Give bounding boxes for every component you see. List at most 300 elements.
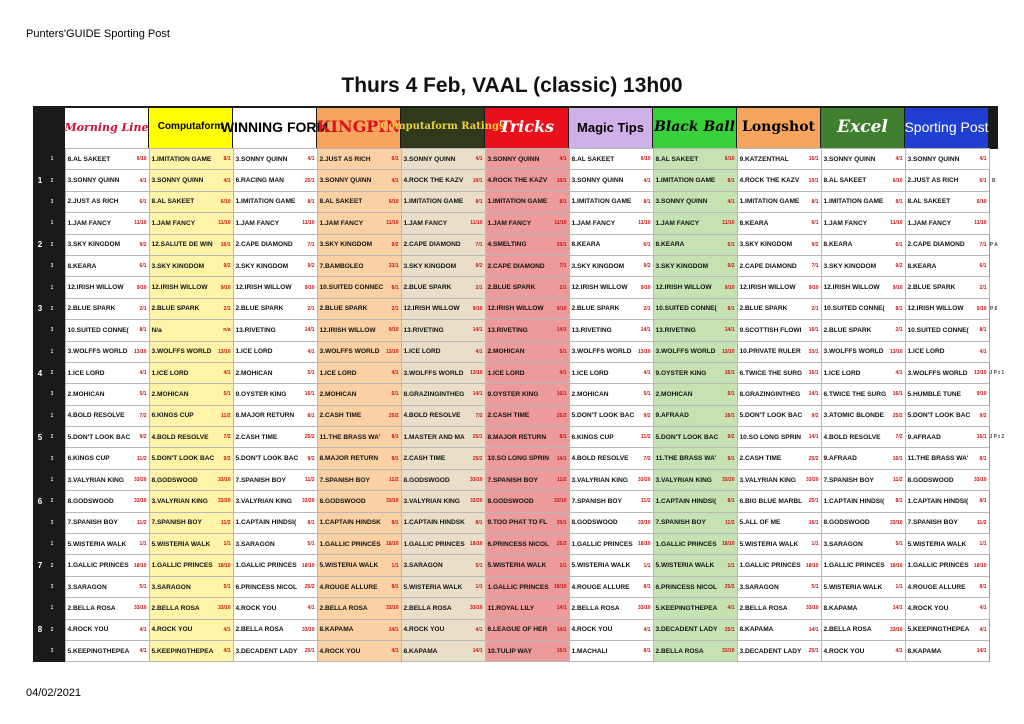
odds: 1/1 xyxy=(979,541,987,548)
header-label-winning-form: WINNING FORM xyxy=(220,119,329,136)
odds: 6/1 xyxy=(727,241,735,248)
horse-name: 1.CAPTAIN HINDSK xyxy=(403,519,465,527)
horse-name: 2.CASH TIME xyxy=(235,433,278,441)
tip-cell xyxy=(149,555,233,576)
race-number: 6 xyxy=(33,469,47,533)
odds: 4/1 xyxy=(979,605,987,612)
tip-cell xyxy=(401,255,485,276)
horse-name: 1.JAM FANCY xyxy=(823,219,868,227)
tip-cell xyxy=(653,149,737,170)
tip-cell xyxy=(569,512,653,533)
tip-cell xyxy=(569,598,653,619)
table-row xyxy=(33,491,998,512)
tip-cell xyxy=(65,170,149,191)
odds: 33/20 xyxy=(721,477,735,484)
horse-name: 3.WOLFFS WORLD xyxy=(907,369,968,377)
odds: 4/1 xyxy=(223,177,231,184)
row-gap xyxy=(57,640,65,661)
tip-cell xyxy=(653,298,737,319)
odds: 6/10 xyxy=(976,198,987,205)
horse-name: 5.WISTERIA WALK xyxy=(151,540,211,548)
horse-name: 3.SKY KINGDOM xyxy=(319,241,373,249)
row-gap xyxy=(57,234,65,255)
tip-cell xyxy=(317,405,401,426)
horse-name: 1.ICE LORD xyxy=(571,369,609,377)
odds: 14/1 xyxy=(556,626,567,633)
tip-cell xyxy=(821,298,905,319)
header-cell-computaform-ratings xyxy=(380,106,505,149)
odds: 5/1 xyxy=(895,541,903,548)
odds: 25/2 xyxy=(304,584,315,590)
horse-name: 3.ATOMIC BLONDE xyxy=(823,412,885,420)
odds: 33/10 xyxy=(553,498,567,505)
horse-name: 1.GALLIC PRINCES xyxy=(67,562,129,570)
odds: 9/2 xyxy=(391,241,399,248)
odds: 9/10 xyxy=(136,284,147,291)
horse-name: 8.KEARA xyxy=(907,262,937,270)
odds: 9/10 xyxy=(472,305,483,312)
odds: 14/1 xyxy=(976,648,987,655)
row-gap xyxy=(57,191,65,212)
horse-name: 1.JAM FANCY xyxy=(571,219,616,227)
tip-cell xyxy=(821,619,905,640)
horse-name: 5.DON'T LOOK BAC xyxy=(739,412,803,420)
odds: 9/10 xyxy=(640,284,651,291)
odds: 16/1 xyxy=(976,434,987,441)
horse-name: 8.GODSWOOD xyxy=(823,519,870,527)
rank-label: 2 xyxy=(47,234,57,255)
tip-cell xyxy=(737,213,821,234)
horse-name: 3.SONNY QUINN xyxy=(487,155,540,163)
horse-name: 12.IRISH WILLOW xyxy=(907,305,964,313)
odds: 25/2 xyxy=(892,412,903,419)
tip-cell xyxy=(653,191,737,212)
tip-cell xyxy=(233,576,317,597)
tip-cell xyxy=(653,512,737,533)
horse-name: 6.KINGS CUP xyxy=(151,412,194,420)
horse-name: 2.MOHICAN xyxy=(319,390,357,398)
horse-name: 3.SKY KINGDOM xyxy=(403,262,457,270)
tip-cell xyxy=(401,555,485,576)
tip-cell xyxy=(233,448,317,469)
tip-cell xyxy=(569,213,653,234)
tip-cell xyxy=(485,320,569,341)
tip-cell xyxy=(401,427,485,448)
header-label-black-ball: Black Ball xyxy=(654,119,735,136)
odds: 33/10 xyxy=(637,605,651,612)
odds: 4/1 xyxy=(139,177,147,184)
horse-name: 8.KEARA xyxy=(655,241,685,249)
rank-label: 1 xyxy=(47,341,57,362)
odds: 13/10 xyxy=(721,348,735,355)
horse-name: 1.JAM FANCY xyxy=(403,219,448,227)
header-cell-magic-tips xyxy=(569,106,653,149)
tip-cell xyxy=(317,469,401,490)
tip-cell xyxy=(401,234,485,255)
horse-name: 3.VALYRIAN KING xyxy=(655,476,712,484)
horse-name: 2.BLUE SPARK xyxy=(67,305,116,313)
horse-name: 1.IMITATION GAME xyxy=(823,198,884,206)
odds: 33/10 xyxy=(637,519,651,526)
horse-name: 3.WOLFFS WORLD xyxy=(151,348,212,356)
horse-name: 5.WISTERIA WALK xyxy=(739,540,799,548)
odds: 1/1 xyxy=(223,541,231,548)
row-gap xyxy=(57,555,65,576)
tip-cell xyxy=(569,320,653,341)
horse-name: 1.CAPTAIN HINDSK xyxy=(319,519,381,527)
tip-cell xyxy=(821,405,905,426)
tip-cell xyxy=(737,341,821,362)
tip-cell xyxy=(65,405,149,426)
odds: 8/1 xyxy=(475,198,483,205)
odds: 33/10 xyxy=(133,498,147,505)
horse-name: 4.BOLD RESOLVE xyxy=(151,433,209,441)
tip-cell xyxy=(149,469,233,490)
horse-name: 5.WISTERIA WALK xyxy=(319,562,379,570)
tip-cell xyxy=(317,384,401,405)
header-label-computaform: Computaform xyxy=(157,121,224,133)
horse-name: 5.KEEPINGTHEPEA xyxy=(655,604,718,612)
print-date: 04/02/2021 xyxy=(26,687,82,699)
tip-cell xyxy=(149,277,233,298)
odds: 9/2 xyxy=(475,263,483,270)
tip-cell xyxy=(569,170,653,191)
tip-cell xyxy=(401,170,485,191)
odds: 16/1 xyxy=(808,327,819,334)
tip-cell xyxy=(317,491,401,512)
tip-cell xyxy=(905,405,989,426)
odds: 33/10 xyxy=(973,477,987,484)
horse-name: 9.KATZENTHAL xyxy=(739,155,789,163)
horse-name: 8.KEARA xyxy=(823,241,853,249)
tip-cell xyxy=(401,362,485,383)
header-label-computaform-ratings: Computaform Ratings xyxy=(380,121,505,133)
horse-name: 1.IMITATION GAME xyxy=(571,198,632,206)
odds: 9/2 xyxy=(895,263,903,270)
horse-name: 6.TWICE THE SURG xyxy=(739,369,803,377)
horse-name: 2.BELLA ROSA xyxy=(151,604,200,612)
table-row xyxy=(33,555,998,576)
odds: 11/10 xyxy=(134,220,147,227)
header-cell-excel xyxy=(821,106,905,149)
race-number: 7 xyxy=(33,534,47,598)
tip-cell xyxy=(485,191,569,212)
tip-cell xyxy=(737,255,821,276)
horse-name: 2.BLUE SPARK xyxy=(403,284,452,292)
horse-name: 3.SONNY QUINN xyxy=(67,177,120,185)
tip-cell xyxy=(653,320,737,341)
tip-cell xyxy=(905,320,989,341)
tip-cell xyxy=(65,576,149,597)
horse-name: 7.SPANISH BOY xyxy=(655,519,706,527)
page-title: Thurs 4 Feb, VAAL (classic) 13h00 xyxy=(341,74,683,97)
horse-name: 3.SONNY QUINN xyxy=(571,177,624,185)
tip-cell xyxy=(65,427,149,448)
horse-name: 6.RACING MAN xyxy=(235,177,284,185)
horse-name: 4.ROCK YOU xyxy=(403,626,445,634)
odds: 13/10 xyxy=(469,370,483,377)
tip-cell xyxy=(65,491,149,512)
odds: 33/10 xyxy=(385,605,399,612)
horse-name: 1.ICE LORD xyxy=(319,369,357,377)
tip-cell xyxy=(569,405,653,426)
tip-cell xyxy=(737,298,821,319)
odds: 4/1 xyxy=(139,626,147,633)
horse-name: 3.SONNY QUINN xyxy=(403,155,456,163)
odds: 11/2 xyxy=(893,477,903,484)
horse-name: 12.IRISH WILLOW xyxy=(151,284,208,292)
tip-cell xyxy=(401,619,485,640)
horse-name: 12.IRISH WILLOW xyxy=(823,284,880,292)
tip-cell xyxy=(401,277,485,298)
tip-cell xyxy=(653,640,737,661)
pool-marker: P A xyxy=(989,213,998,277)
odds: 1/1 xyxy=(475,584,483,590)
row-gap xyxy=(57,384,65,405)
horse-name: 2.BLUE SPARK xyxy=(739,305,788,313)
tip-cell xyxy=(569,640,653,661)
odds: 33/20 xyxy=(133,477,147,484)
horse-name: 7.SPANISH BOY xyxy=(823,476,874,484)
pool-marker xyxy=(989,534,998,598)
tip-cell xyxy=(821,213,905,234)
odds: 33/10 xyxy=(805,605,819,612)
horse-name: 3.WOLFFS WORLD xyxy=(319,348,380,356)
horse-name: 7.SPANISH BOY xyxy=(151,519,202,527)
horse-name: 10.SUITED CONNE( xyxy=(907,326,969,334)
odds: 14/1 xyxy=(808,434,819,441)
rank-label: 1 xyxy=(47,469,57,490)
horse-name: 10.SO LONG SPRIN xyxy=(739,433,802,441)
odds: 8/1 xyxy=(559,434,567,441)
rank-label: 3 xyxy=(47,384,57,405)
horse-name: 4.ROCK THE KAZV xyxy=(739,177,800,185)
tip-cell xyxy=(569,427,653,448)
tip-cell xyxy=(653,277,737,298)
horse-name: 1.ICE LORD xyxy=(235,348,273,356)
horse-name: 1.IMITATION GAME xyxy=(655,177,716,185)
header-label-excel: Excel xyxy=(837,116,888,137)
horse-name: 8.KAPAMA xyxy=(319,626,354,634)
odds: 14/1 xyxy=(388,626,399,633)
odds: 25/1 xyxy=(304,648,315,655)
tip-cell xyxy=(149,640,233,661)
odds: 4/1 xyxy=(643,177,651,184)
odds: 33/20 xyxy=(805,477,819,484)
odds: 25/1 xyxy=(472,434,483,441)
tip-cell xyxy=(401,149,485,170)
horse-name: 2.BLUE SPARK xyxy=(823,326,872,334)
horse-name: 2.CAPE DIAMOND xyxy=(235,241,293,249)
odds: 9/2 xyxy=(643,412,651,419)
odds: 14/1 xyxy=(472,327,483,334)
pool-marker: J P t 2 xyxy=(989,405,998,469)
tip-cell xyxy=(233,405,317,426)
row-gap xyxy=(57,469,65,490)
horse-name: 3.WOLFFS WORLD xyxy=(67,348,128,356)
tip-cell xyxy=(569,448,653,469)
tips-table xyxy=(33,106,1005,662)
tip-cell xyxy=(233,534,317,555)
horse-name: 4.ROCK YOU xyxy=(151,626,193,634)
tip-cell xyxy=(569,255,653,276)
odds: 4/1 xyxy=(979,626,987,633)
tip-cell xyxy=(905,341,989,362)
tip-cell xyxy=(233,555,317,576)
odds: 11/10 xyxy=(638,220,651,227)
rank-label: 1 xyxy=(47,598,57,619)
tip-cell xyxy=(905,469,989,490)
odds: 8/1 xyxy=(391,519,399,526)
odds: 8/1 xyxy=(307,412,315,419)
odds: 33/10 xyxy=(721,648,735,655)
rank-label: 1 xyxy=(47,213,57,234)
tip-cell xyxy=(737,384,821,405)
tip-cell xyxy=(317,170,401,191)
horse-name: 6.BIG BLUE MARBL xyxy=(739,497,803,505)
horse-name: 3.SKY KINGDOM xyxy=(235,262,289,270)
table-row xyxy=(33,405,998,426)
horse-name: 2.MOHICAN xyxy=(655,390,693,398)
horse-name: 6.KINGS CUP xyxy=(67,455,110,463)
odds: 11/10 xyxy=(386,220,399,227)
odds: 9/2 xyxy=(307,263,315,270)
odds: 8/1 xyxy=(727,498,735,505)
odds: 1/1 xyxy=(559,562,567,569)
table-row xyxy=(33,576,998,597)
odds: 10/1 xyxy=(556,177,567,184)
tip-cell xyxy=(821,255,905,276)
horse-name: 2.CAPE DIAMOND xyxy=(403,241,461,249)
tip-cell xyxy=(149,448,233,469)
tip-cell xyxy=(65,469,149,490)
horse-name: 6.PRINCESS NICOL xyxy=(235,583,298,591)
tip-cell xyxy=(737,170,821,191)
tip-cell xyxy=(65,320,149,341)
odds: 2/1 xyxy=(223,305,231,312)
table-row xyxy=(33,598,998,619)
odds: 33/10 xyxy=(889,519,903,526)
tip-cell xyxy=(737,469,821,490)
odds: 8/1 xyxy=(559,198,567,205)
horse-name: 2.MOHICAN xyxy=(67,390,105,398)
odds: 14/1 xyxy=(304,327,315,334)
horse-name: 1.ICE LORD xyxy=(487,369,525,377)
odds: 8/1 xyxy=(979,327,987,334)
odds: 8/1 xyxy=(307,519,315,526)
tip-cell xyxy=(821,170,905,191)
horse-name: 9.AFRAAD xyxy=(907,433,941,441)
horse-name: 1.GALLIC PRINCES xyxy=(235,562,297,570)
odds: 18/10 xyxy=(469,541,483,548)
odds: 14/1 xyxy=(808,391,819,398)
horse-name: 4.ROCK YOU xyxy=(319,647,361,655)
horse-name: 4.ROCK THE KAZV xyxy=(403,177,464,185)
rank-label: 2 xyxy=(47,491,57,512)
odds: 18/10 xyxy=(217,562,231,569)
table-row xyxy=(33,640,998,661)
tip-cell xyxy=(569,469,653,490)
tip-cell xyxy=(401,213,485,234)
horse-name: 5.HUMBLE TUNE xyxy=(907,390,961,398)
race-number: 4 xyxy=(33,341,47,405)
tip-cell xyxy=(149,213,233,234)
horse-name: 5.WISTERIA WALK xyxy=(907,540,967,548)
horse-name: 2.JUST AS RICH xyxy=(907,177,959,185)
horse-name: 2.MOHICAN xyxy=(571,390,609,398)
tip-cell xyxy=(65,298,149,319)
horse-name: 2.BLUE SPARK xyxy=(151,305,200,313)
horse-name: 1.CAPTAIN HINDSI( xyxy=(823,497,885,505)
odds: 4/1 xyxy=(979,348,987,355)
odds: 6/1 xyxy=(979,177,987,184)
row-gap xyxy=(57,534,65,555)
horse-name: 1.JAM FANCY xyxy=(655,219,700,227)
odds: 5/1 xyxy=(727,391,735,398)
row-gap xyxy=(57,170,65,191)
tip-cell xyxy=(737,555,821,576)
odds: 7/2 xyxy=(643,455,651,462)
horse-name: 10.SUITED CONNE( xyxy=(655,305,717,313)
tip-cell xyxy=(569,149,653,170)
tip-cell xyxy=(317,512,401,533)
pool-marker: B xyxy=(989,149,998,213)
horse-name: 5.WISTERIA WALK xyxy=(67,540,127,548)
rank-label: 3 xyxy=(47,640,57,661)
header-cell-sporting-post xyxy=(905,106,989,149)
odds: 33/20 xyxy=(217,498,231,505)
tip-cell xyxy=(485,491,569,512)
odds: 11/2 xyxy=(641,498,651,505)
tip-cell xyxy=(737,576,821,597)
rank-label: 2 xyxy=(47,298,57,319)
horse-name: 4.SMELTING xyxy=(487,241,527,249)
horse-name: 1.JAM FANCY xyxy=(907,219,952,227)
rank-label: 2 xyxy=(47,427,57,448)
tip-cell xyxy=(485,576,569,597)
tip-cell xyxy=(233,469,317,490)
odds: 7/1 xyxy=(307,241,315,248)
tip-cell xyxy=(65,213,149,234)
odds: 11/2 xyxy=(305,477,315,484)
horse-name: 6.PRINCESS NICOL xyxy=(487,540,550,548)
row-gap xyxy=(57,619,65,640)
tip-cell xyxy=(485,534,569,555)
rank-label: 2 xyxy=(47,555,57,576)
horse-name: 3.WOLFFS WORLD xyxy=(403,369,464,377)
tip-cell xyxy=(485,255,569,276)
rank-label: 3 xyxy=(47,512,57,533)
horse-name: 3.SARAGON xyxy=(823,540,863,548)
odds: 11/2 xyxy=(221,412,231,419)
table-row xyxy=(33,469,998,490)
odds: 5/1 xyxy=(475,562,483,569)
odds: 6/1 xyxy=(139,198,147,205)
horse-name: N/a xyxy=(151,326,162,334)
tip-cell xyxy=(65,234,149,255)
odds: 16/1 xyxy=(724,412,735,419)
tip-cell xyxy=(737,534,821,555)
tip-cell xyxy=(737,277,821,298)
tip-cell xyxy=(485,427,569,448)
tip-cell xyxy=(737,448,821,469)
header-cell-longshot xyxy=(737,106,821,149)
odds: 4/1 xyxy=(475,626,483,633)
horse-name: 4.ROCK THE KAZV xyxy=(487,177,548,185)
horse-name: 8.KAPAMA xyxy=(823,604,858,612)
horse-name: 3.SARAGON xyxy=(235,540,275,548)
odds: 6/1 xyxy=(979,263,987,270)
